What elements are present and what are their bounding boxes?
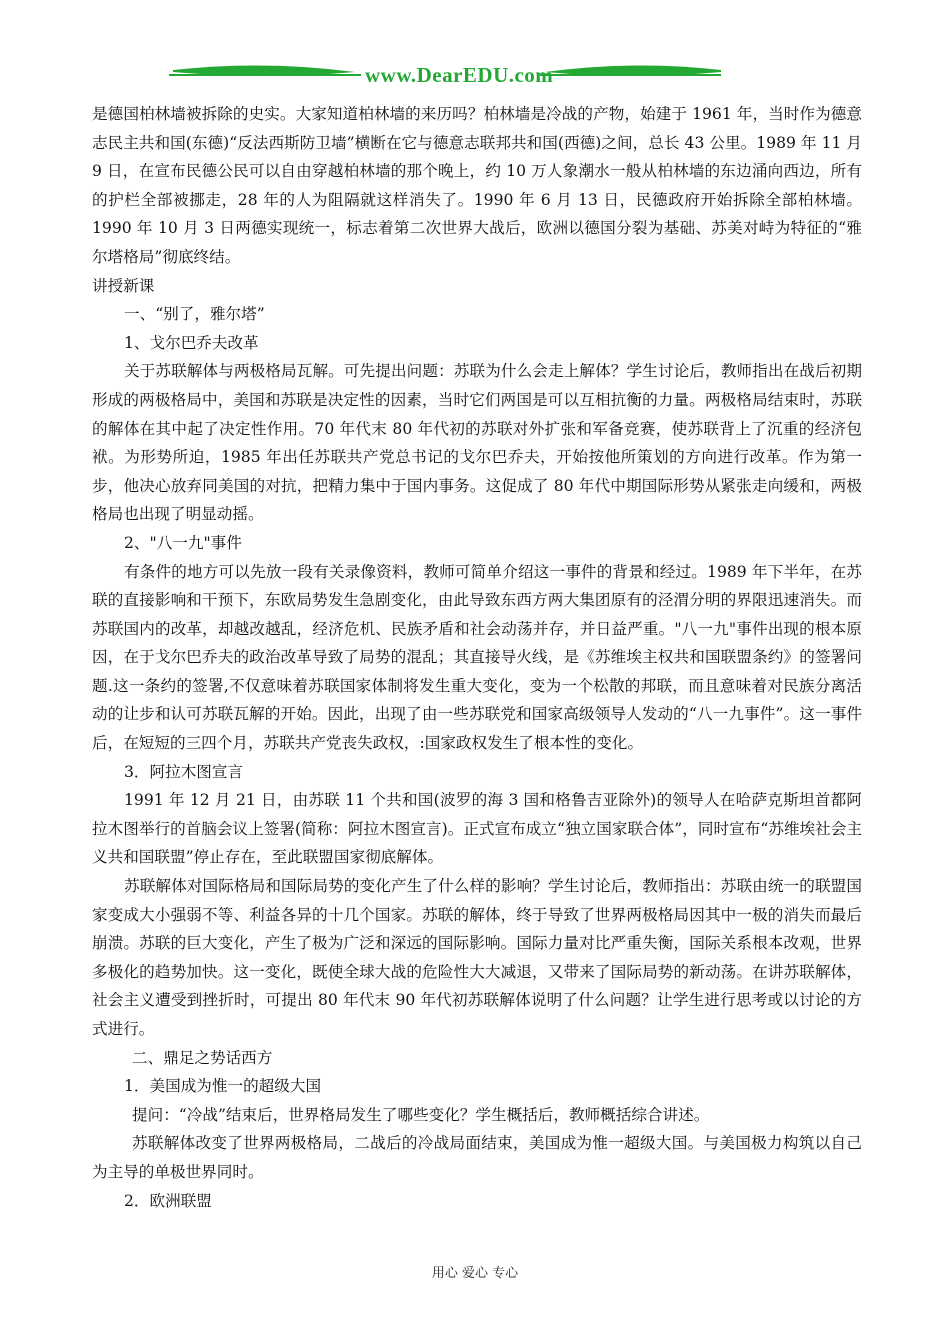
site-name: www.DearEDU.com [365,63,554,87]
paragraph-intro: 是德国柏林墙被拆除的史实。大家知道柏林墙的来历吗？柏林墙是冷战的产物，始建于 1961 年，当时作为德意志民主共和国(东德)“反法西斯防卫墙”横断在它与德意志联邦共和国(西德)之间，总长 43 公里。1989 年 11 月 9 日，在宣布民德公民可以自由穿越柏林墙的那个晚上，约 10 万人象潮水一般从柏林墙的东边涌向西边，所有的护栏全部被挪走，28 年的人为阻隔就这样消失了。1990 年 6 月 13 日，民德政府开始拆除全部柏林墙。1990 年 10 月 3 日两德实现统一，标志着第二次世界大战后，欧洲以德国分裂为基础、苏美对峙为特征的“雅尔塔格局”彻底终结。 [92,105,862,266]
subheading-3: 3．阿拉木图宣言 [124,762,244,781]
paragraph: 提问：“冷战”结束后，世界格局发生了哪些变化？学生概括后，教师概括综合讲述。 [132,1105,710,1124]
paragraph: 有条件的地方可以先放一段有关录像资料，教师可简单介绍这一事件的背景和经过。1989 年下半年，在苏联的直接影响和干预下，东欧局势发生急剧变化，由此导致东西方两大集团原有的泾渭分明的界限迅速消失。而苏联国内的改革，却越改越乱，经济危机、民族矛盾和社会动荡并存，并日益严重。"八一九"事件出现的根本原因，在于戈尔巴乔夫的政治改革导致了局势的混乱；其直接导火线，是《苏维埃主权共和国联盟条约》的签署问题.这一条约的签署,不仅意味着苏联国家体制将发生重大变化，变为一个松散的邦联，而且意味着对民族分离活动的让步和认可苏联瓦解的开始。因此，出现了由一些苏联党和国家高级领导人发动的“八一九事件”。这一事件后，在短短的三四个月，苏联共产党丧失政权，:国家政权发生了根本性的变化。 [92,562,862,753]
subheading-5: 2．欧洲联盟 [124,1191,212,1210]
site-header [165,60,725,90]
heading-1: 一、“别了，雅尔塔” [124,305,265,324]
document-body [92,100,862,1215]
heading-2: 二、鼎足之势话西方 [132,1048,273,1067]
subheading-4: 1．美国成为惟一的超级大国 [124,1077,322,1096]
paragraph: 苏联解体对国际格局和国际局势的变化产生了什么样的影响？学生讨论后，教师指出：苏联由统一的联盟国家变成大小强弱不等、利益各异的十几个国家。苏联的解体，终于导致了世界两极格局因其中一极的消失而最后崩溃。苏联的巨大变化，产生了极为广泛和深远的国际影响。国际力量对比严重失衡，国际关系根本改观，世界多极化的趋势加快。这一变化，既使全球大战的危险性大大减退，又带来了国际局势的新动荡。在讲苏联解体，社会主义遭受到挫折时，可提出 80 年代末 90 年代初苏联解体说明了什么问题？让学生进行思考或以讨论的方式进行。 [92,877,862,1038]
paragraph: 苏联解体改变了世界两极格局，二战后的冷战局面结束，美国成为惟一超级大国。与美国极力构筑以自己为主导的单极世界同时。 [92,1134,862,1181]
section-label: 讲授新课 [92,276,155,295]
page-footer: 用心 爱心 专心 [431,1266,519,1281]
subheading-1: 1、戈尔巴乔夫改革 [124,333,259,352]
subheading-2: 2、"八一九"事件 [124,533,242,552]
paragraph: 关于苏联解体与两极格局瓦解。可先提出问题：苏联为什么会走上解体？学生讨论后，教师指出在战后初期形成的两极格局中，美国和苏联是决定性的因素，当时它们两国是可以互相抗衡的力量。两极格局结束时，苏联的解体在其中起了决定性作用。70 年代末 80 年代初的苏联对外扩张和军备竞赛，使苏联背上了沉重的经济包袱。为形势所迫，1985 年出任苏联共产党总书记的戈尔巴乔夫，开始按他所策划的方向进行改革。作为第一步，他决心放弃同美国的对抗，把精力集中于国内事务。这促成了 80 年代中期国际形势从紧张走向缓和，两极格局也出现了明显动摇。 [92,362,862,524]
paragraph: 1991 年 12 月 21 日，由苏联 11 个共和国(波罗的海 3 国和格鲁吉亚除外)的领导人在哈萨克斯坦首都阿拉木图举行的首脑会议上签署(简称：阿拉木图宣言)。正式宣布成立“独立国家联合体”，同时宣布“苏维埃社会主义共和国联盟”停止存在，至此联盟国家彻底解体。 [92,791,862,867]
